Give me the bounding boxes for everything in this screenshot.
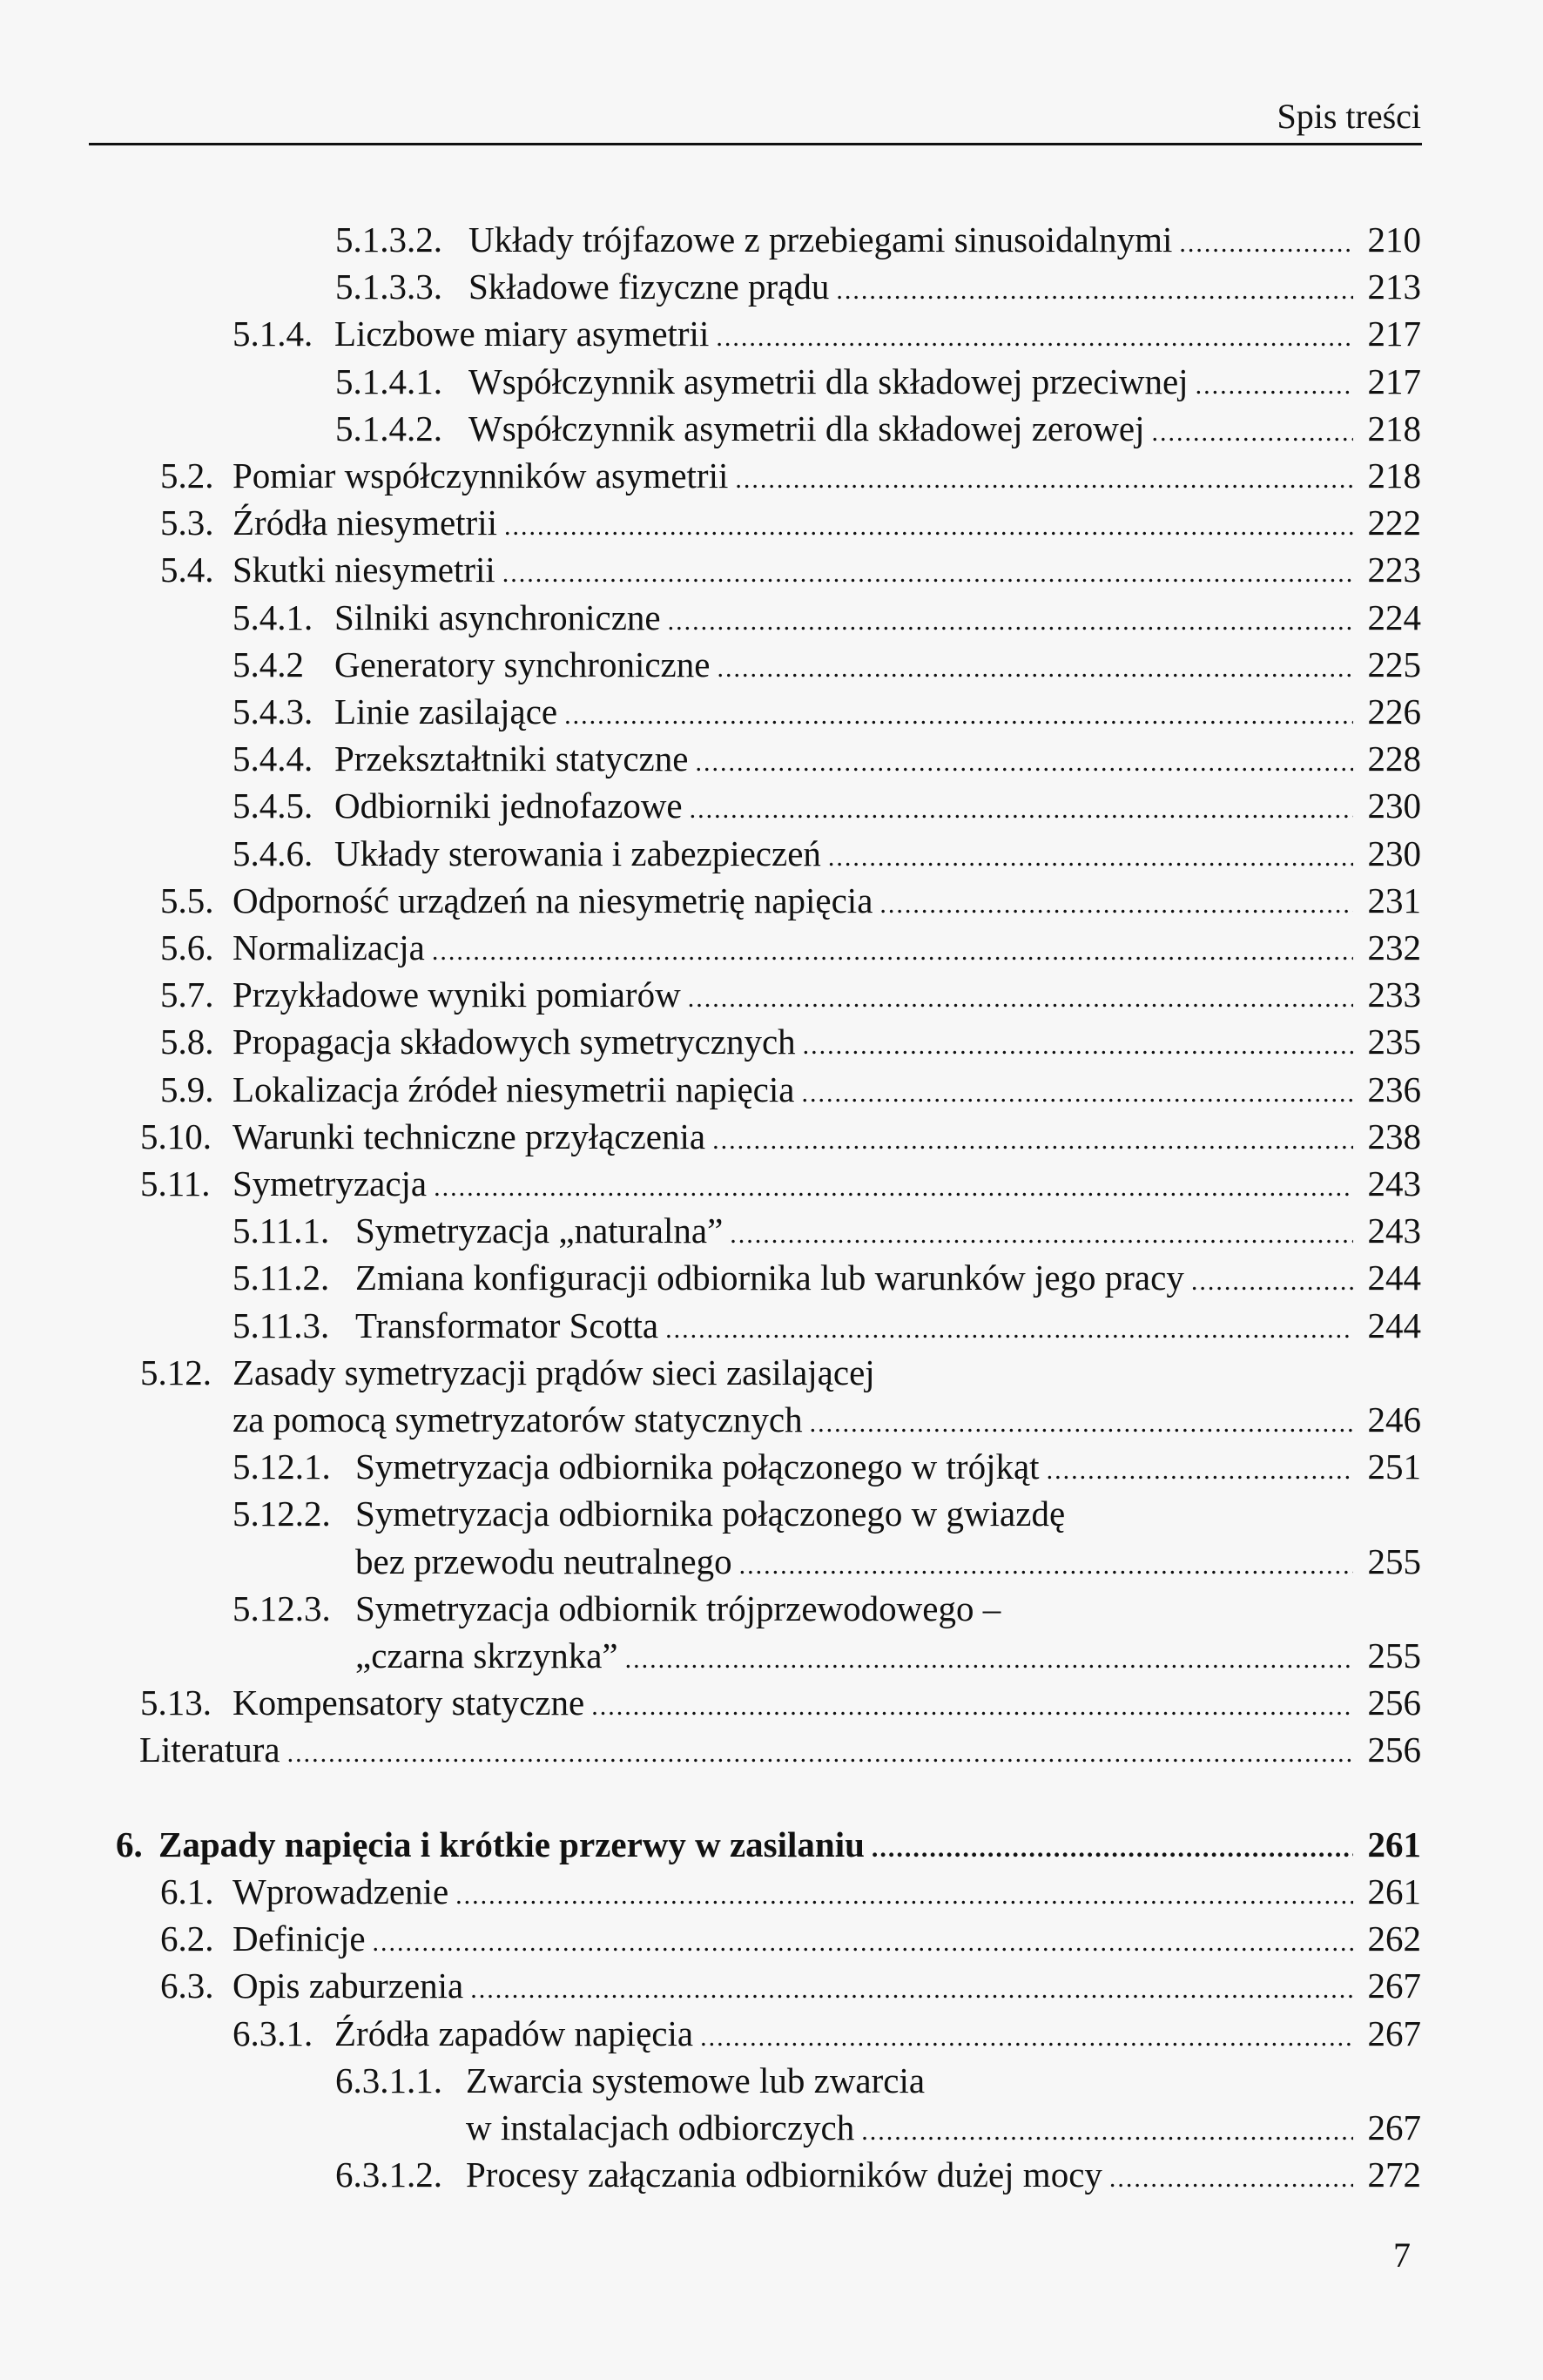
toc-entry [0,971,1543,1018]
dot-leader [712,1117,1353,1164]
section-number: 5.12.3. [232,1588,331,1628]
section-title[interactable]: Składowe fizyczne prądu [468,266,830,307]
section-title[interactable]: Lokalizacja źródeł niesymetrii napięcia [232,1069,795,1109]
toc-entry [0,1396,1543,1443]
section-title[interactable]: Warunki techniczne przyłączenia [232,1116,706,1156]
section-title[interactable]: Przykładowe wyniki pomiarów [232,974,681,1015]
toc-entry [0,2010,1543,2057]
section-number: 5.1.3.2. [335,219,442,260]
dot-leader [504,503,1353,550]
section-number: 5.3. [160,502,214,543]
toc-entry [0,546,1543,593]
dot-leader [502,550,1353,597]
toc-entry [0,405,1543,452]
toc-entry [0,1490,1543,1537]
page-ref[interactable]: 238 [1367,1116,1421,1156]
dot-leader [1151,409,1353,456]
section-title[interactable]: Symetryzacja [232,1163,428,1203]
section-title[interactable]: Symetryzacja odbiornika połączonego w gwiazdę [355,1493,1066,1534]
page-ref[interactable]: 225 [1367,644,1421,684]
section-title[interactable]: „czarna skrzynka” [355,1635,618,1675]
section-title[interactable]: Zwarcia systemowe lub zwarcia [466,2060,926,2100]
page-ref[interactable]: 217 [1367,314,1421,354]
dot-leader [872,1825,1353,1872]
section-number: 5.4.4. [232,738,313,779]
dot-leader [879,881,1353,928]
page-ref[interactable]: 230 [1367,785,1421,826]
toc-entry [0,641,1543,688]
dot-leader [836,267,1353,314]
dot-leader [861,2108,1353,2155]
section-title[interactable]: Procesy załączania odbiorników dużej mocy [466,2154,1102,2195]
toc-entry [0,735,1543,782]
section-title[interactable]: Współczynnik asymetrii dla składowej przeciwnej [468,361,1189,401]
section-number: 5.4.6. [232,833,313,873]
section-title[interactable]: Zmiana konfiguracji odbiornika lub warunków jego pracy [355,1257,1184,1298]
toc-entry [0,1538,1543,1585]
page-ref[interactable]: 223 [1367,549,1421,590]
toc-entry [0,830,1543,877]
section-number: 5.5. [160,880,214,920]
running-head: Spis treści [1277,97,1421,136]
section-number: 5.13. [140,1682,212,1723]
section-number: 5.11.1. [232,1210,330,1251]
toc-entry [0,2104,1543,2151]
dot-leader [591,1683,1353,1730]
page-ref[interactable]: 218 [1367,455,1421,496]
section-number: 5.11. [140,1163,211,1203]
dot-leader [717,645,1353,692]
page-ref[interactable]: 228 [1367,738,1421,779]
page-ref[interactable]: 255 [1367,1541,1421,1581]
toc-entry [0,1962,1543,2009]
section-title[interactable]: Definicje [232,1918,366,1959]
dot-leader [801,1070,1353,1117]
toc-entry [0,877,1543,924]
toc-entry [0,1254,1543,1301]
section-title[interactable]: Liczbowe miary asymetrii [334,314,710,354]
section-title[interactable]: Układy trójfazowe z przebiegami sinusoidalnymi [468,219,1173,260]
page-ref[interactable]: 256 [1367,1682,1421,1723]
dot-leader [665,1306,1353,1353]
section-title[interactable]: Przekształtniki statyczne [334,738,689,779]
dot-leader [470,1966,1353,2013]
dot-leader [810,1400,1353,1447]
page-ref[interactable]: 243 [1367,1210,1421,1251]
section-number: 6.1. [160,1871,214,1911]
toc-entry [0,216,1543,263]
page-ref[interactable]: 256 [1367,1729,1421,1770]
dot-leader [455,1872,1353,1919]
toc-entry [0,1915,1543,1962]
toc-entry [0,1585,1543,1632]
toc-entry [0,452,1543,499]
toc-entry [0,594,1543,641]
section-title[interactable]: Linie zasilające [334,691,558,732]
section-title[interactable]: Opis zaburzenia [232,1965,464,2006]
dot-leader [688,975,1353,1022]
section-title[interactable]: Propagacja składowych symetrycznych [232,1021,796,1062]
section-number: 5.11.3. [232,1305,330,1345]
page-ref[interactable]: 222 [1367,502,1421,543]
dot-leader [1109,2155,1353,2202]
section-number: 5.1.4.1. [335,361,442,401]
section-number: 6.2. [160,1918,214,1959]
page-ref[interactable]: 210 [1367,219,1421,260]
dot-leader [803,1022,1353,1069]
section-title[interactable]: bez przewodu neutralnego [355,1541,732,1581]
toc-entry [0,263,1543,310]
section-number: 5.4.1. [232,597,313,637]
section-title[interactable]: Generatory synchroniczne [334,644,711,684]
page-ref[interactable]: 217 [1367,361,1421,401]
section-title[interactable]: Wprowadzenie [232,1871,449,1911]
dot-leader [1179,220,1353,267]
toc-entry [0,1160,1543,1207]
section-number: 5.9. [160,1069,214,1109]
dot-leader [1196,362,1353,409]
section-number: 5.4.3. [232,691,313,732]
section-title[interactable]: Normalizacja [232,927,425,968]
page-ref[interactable]: 213 [1367,266,1421,307]
page-ref[interactable]: 267 [1367,2013,1421,2053]
section-title[interactable]: Kompensatory statyczne [232,1682,585,1723]
page-ref[interactable]: 224 [1367,597,1421,637]
page-ref[interactable]: 230 [1367,833,1421,873]
page-ref[interactable]: 233 [1367,974,1421,1015]
section-title[interactable]: w instalacjach odbiorczych [466,2107,855,2147]
section-title[interactable]: Pomiar współczynników asymetrii [232,455,729,496]
page-ref[interactable]: 235 [1367,1021,1421,1062]
toc-entry [0,1302,1543,1349]
dot-leader [1191,1258,1353,1305]
section-number: 5.1.4. [232,314,313,354]
page-ref[interactable]: 244 [1367,1257,1421,1298]
page-ref[interactable]: 246 [1367,1399,1421,1439]
section-number: 5.4. [160,549,214,590]
header-rule [89,143,1422,145]
section-number: 5.12.1. [232,1446,331,1487]
section-number: 5.11.2. [232,1257,330,1298]
toc-entry [0,1349,1543,1396]
section-title[interactable]: Odporność urządzeń na niesymetrię napięcia [232,880,873,920]
section-title[interactable]: za pomocą symetryzatorów statycznych [232,1399,803,1439]
page-number: 7 [1393,2235,1411,2275]
section-title[interactable]: Źródła zapadów napięcia [334,2013,694,2053]
toc-entry [0,1679,1543,1726]
toc-entry [0,358,1543,405]
dot-leader [373,1919,1353,1966]
page-ref[interactable]: 218 [1367,408,1421,448]
toc-entry [0,1632,1543,1679]
toc-entry [0,499,1543,546]
section-title[interactable]: Silniki asynchroniczne [334,597,661,637]
dot-leader [564,692,1353,739]
toc-entry [0,1066,1543,1113]
section-number: 5.1.3.3. [335,266,442,307]
section-number: 6. [116,1824,143,1864]
section-title[interactable]: Symetryzacja „naturalna” [355,1210,724,1251]
dot-leader [625,1636,1353,1683]
page-ref[interactable]: 231 [1367,880,1421,920]
section-number: 5.12. [140,1352,212,1392]
section-title[interactable]: Zapady napięcia i krótkie przerwy w zasilaniu [158,1824,865,1864]
toc-entry [0,2057,1543,2104]
section-title[interactable]: Zasady symetryzacji prądów sieci zasilającej [232,1352,875,1392]
page-ref[interactable]: 236 [1367,1069,1421,1109]
dot-leader [739,1542,1353,1589]
page-ref[interactable]: 267 [1367,1965,1421,2006]
toc-entry [0,1018,1543,1065]
section-number: 5.1.4.2. [335,408,442,448]
dot-leader [287,1730,1353,1777]
page-ref[interactable]: 261 [1367,1824,1421,1864]
section-title[interactable]: Źródła niesymetrii [232,502,497,543]
toc-entry [0,924,1543,971]
dot-leader [716,314,1353,361]
section-number: 6.3.1. [232,2013,313,2053]
page-ref[interactable]: 251 [1367,1446,1421,1487]
toc-entry [0,1443,1543,1490]
section-number: 5.6. [160,927,214,968]
section-title[interactable]: Transformator Scotta [355,1305,659,1345]
section-title[interactable]: Symetryzacja odbiornik trójprzewodowego – [355,1588,1001,1628]
toc-entry [0,782,1543,829]
toc-entry [0,1726,1543,1773]
section-title[interactable]: Współczynnik asymetrii dla składowej zerowej [468,408,1145,448]
page-ref[interactable]: 261 [1367,1871,1421,1911]
page-ref[interactable]: 262 [1367,1918,1421,1959]
dot-leader [695,739,1353,786]
page-ref[interactable]: 243 [1367,1163,1421,1203]
dot-leader [700,2014,1353,2061]
toc-entry [0,1868,1543,1915]
toc-entry [0,310,1543,357]
section-number: 5.4.5. [232,785,313,826]
dot-leader [432,928,1353,975]
section-title[interactable]: Odbiorniki jednofazowe [334,785,683,826]
dot-leader [828,834,1353,881]
section-number: 6.3. [160,1965,214,2006]
page-ref[interactable]: 255 [1367,1635,1421,1675]
section-title[interactable]: Skutki niesymetrii [232,549,495,590]
section-number: 5.4.2 [232,644,304,684]
page-ref[interactable]: 232 [1367,927,1421,968]
page-ref[interactable]: 244 [1367,1305,1421,1345]
section-number: 5.8. [160,1021,214,1062]
page-ref[interactable]: 267 [1367,2107,1421,2147]
dot-leader [434,1164,1353,1211]
section-number: 5.10. [140,1116,212,1156]
toc-entry [0,1113,1543,1160]
section-title[interactable]: Symetryzacja odbiornika połączonego w trójkąt [355,1446,1040,1487]
section-title[interactable]: Literatura [139,1729,280,1770]
dot-leader [668,598,1353,645]
page-ref[interactable]: 272 [1367,2154,1421,2195]
toc-entry [0,1821,1543,1868]
toc-entry [0,1207,1543,1254]
toc-entry [0,2151,1543,2198]
dot-leader [735,456,1353,503]
dot-leader [690,786,1353,833]
section-title[interactable]: Układy sterowania i zabezpieczeń [334,833,821,873]
section-number: 5.7. [160,974,214,1015]
section-number: 6.3.1.1. [335,2060,442,2100]
toc-entry [0,688,1543,735]
section-number: 5.2. [160,455,214,496]
dot-leader [1047,1447,1353,1494]
dot-leader [730,1211,1353,1258]
page-ref[interactable]: 226 [1367,691,1421,732]
section-number: 6.3.1.2. [335,2154,442,2195]
section-number: 5.12.2. [232,1493,331,1534]
